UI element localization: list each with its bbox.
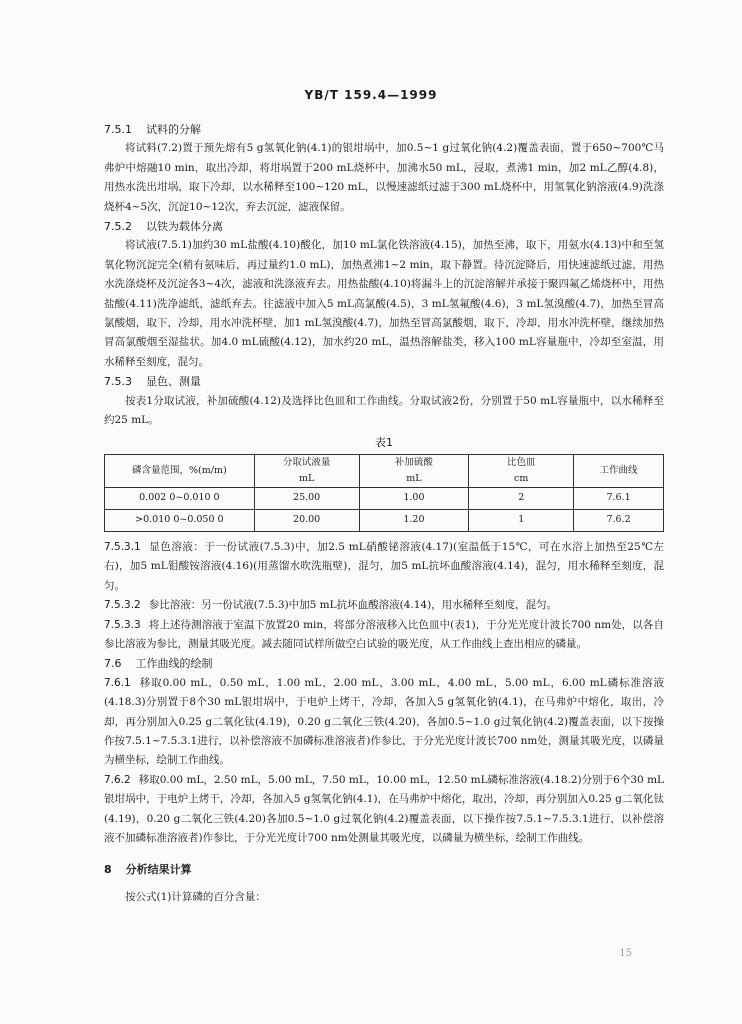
section-title: 分析结果计算	[125, 863, 192, 877]
paragraph-7-5-3-1	[104, 538, 664, 596]
section-heading-7-5-3	[104, 372, 664, 391]
table-cell: 25.00	[254, 487, 359, 509]
section-title: 显色、测量	[146, 375, 201, 389]
paragraph-7-5-3-2	[104, 596, 664, 615]
section-number: 7.5.3.1	[104, 540, 141, 553]
unit-cell: cm	[469, 471, 574, 488]
section-heading-7-5-1	[104, 120, 664, 139]
paragraph-7-6-1	[104, 674, 664, 771]
header-cell: 工作曲线	[574, 454, 664, 487]
section-heading-8	[104, 860, 664, 879]
section-number: 7.5.3	[104, 375, 132, 389]
unit-cell: mL	[359, 471, 469, 488]
section-heading-7-5-2	[104, 217, 664, 236]
unit-cell: mL	[254, 471, 359, 488]
table-1	[104, 454, 664, 532]
section-number: 8	[104, 863, 112, 877]
section-title: 以铁为载体分离	[146, 220, 223, 234]
section-title: 试料的分解	[146, 123, 201, 136]
section-number: 7.6.2	[104, 773, 131, 786]
table-row	[105, 509, 664, 531]
section-title: 工作曲线的绘制	[135, 657, 213, 671]
table-cell: 7.6.2	[574, 509, 664, 531]
page-body	[104, 120, 664, 907]
section-number: 7.6	[104, 657, 122, 671]
table-cell: 1.20	[359, 509, 469, 531]
section-number: 7.5.1	[104, 123, 132, 136]
paragraph-text: 将上述待测溶液于室温下放置20 min，将部分溶液移入比色皿中(表1)，于分光光度计波长700 nm处，以各自参比溶液为参比，测量其吸光度。减去随同试样所做空白试验的吸光度，从工作曲线上查出相应的磷量。	[104, 618, 664, 650]
paragraph-7-5-3-3	[104, 616, 664, 655]
paragraph-text: 移取0.00 mL，0.50 mL，1.00 mL，2.00 mL，3.00 mL，4.00 mL，5.00 mL，6.00 mL磷标准溶液(4.18.3)分别置于8个30 mL银坩埚中，于电炉上烤干，冷却，各加入5 g氢氧化钠(4.1)，在马弗炉中熔化，取出，冷却，再分别加入0.25 g二氧化钛(4.19)，0.20 g二氧化三铁(4.20)，各加0.5~1.0 g过氧化钠(4.2)覆盖表面，以下按操作按7.5.1~7.5.3.1进行，以补偿溶液不加磷标准溶液者)作参比，于分光光度计波长700 nm处，测量其吸光度，以磷量为横坐标，绘制工作曲线。	[104, 676, 664, 767]
section-number: 7.5.3.2	[104, 599, 141, 612]
table-cell: 2	[469, 487, 574, 509]
table-cell: >0.010 0~0.050 0	[105, 509, 255, 531]
header-cell: 补加硫酸	[359, 454, 469, 471]
table-caption: 表1	[375, 435, 393, 449]
header-cell: 比色皿	[469, 454, 574, 471]
paragraph-text: 显色溶液：于一份试液(7.5.3)中，加2.5 mL硝酸铋溶液(4.17)(室温低于15℃，可在水浴上加热至25℃左右)，加5 mL钼酸铵溶液(4.16)(用蒸馏水吹洗瓶壁)，混匀，加5 mL抗坏血酸溶液(4.14)，混匀，用水稀释至刻度，混匀。	[104, 540, 664, 592]
section-number: 7.5.2	[104, 220, 132, 234]
paragraph-8: 按公式(1)计算磷的百分含量：	[125, 890, 266, 903]
paragraph-text: 参比溶液：另一份试液(7.5.3)中加5 mL抗坏血酸溶液(4.14)，用水稀释至刻度，混匀。	[148, 599, 558, 612]
paragraph-7-5-2: 将试液(7.5.1)加约30 mL盐酸(4.10)酸化，加10 mL氯化铁溶液(4.15)，加热至沸，取下，用氨水(4.13)中和至氢氧化物沉淀完全(稍有氨味后，再过量约1.0 mL)，加热煮沸1~2 min，取下静置。待沉淀降后，用快速滤纸过滤，用热水洗涤烧杯及沉淀各3~4次，滤液和洗涤液弃去。用热盐酸(4.10)将漏斗上的沉淀溶解并承接于聚四氟乙烯烧杯中，用热盐酸(4.11)洗净滤纸，滤纸弃去。往滤液中加入5 mL高氯酸(4.5)，3 mL氢氟酸(4.6)，3 mL氢溴酸(4.7)，加热至冒高氯酸烟，取下，冷却，用水冲洗杯壁，加1 mL氢溴酸(4.7)，加热至冒高氯酸烟，取下，冷却，用水冲洗杯壁，继续加热冒高氯酸烟至湿盐状。加4.0 mL硫酸(4.12)，加水约20 mL，温热溶解盐类，移入100 mL容量瓶中，冷却至室温，用水稀释至刻度，混匀。	[104, 239, 664, 368]
paragraph-7-5-3: 按表1分取试液，补加硫酸(4.12)及选择比色皿和工作曲线。分取试液2份，分别置于50 mL容量瓶中，以水稀释至约25 mL。	[104, 394, 664, 427]
page-header: YB/T 159.4—1999	[304, 88, 438, 102]
table-row	[105, 487, 664, 509]
section-number: 7.6.1	[104, 676, 131, 689]
paragraph-7-6-2	[104, 771, 664, 849]
header-cell: 分取试液量	[254, 454, 359, 471]
paragraph-7-5-1: 将试料(7.2)置于预先熔有5 g氢氧化钠(4.1)的银坩埚中，加0.5~1 g过氧化钠(4.2)覆盖表面，置于650~700℃马弗炉中熔融10 min，取出冷却，将坩埚置于200 mL烧杯中，加沸水50 mL，浸取，煮沸1 min，加2 mL乙醇(4.8)，用热水洗出坩埚，取下冷却，以水稀释至100~120 mL，以慢速滤纸过滤于300 mL烧杯中，用氢氧化钠溶液(4.9)洗涤烧杯4~5次，沉淀10~12次，弃去沉淀，滤液保留。	[104, 142, 664, 213]
section-number: 7.5.3.3	[104, 618, 141, 631]
table-cell: 0.002 0~0.010 0	[105, 487, 255, 509]
paragraph-text: 移取0.00 mL，2.50 mL，5.00 mL，7.50 mL，10.00 mL，12.50 mL磷标准溶液(4.18.2)分别于6个30 mL银坩埚中，于电炉上烤干，冷却，各加入5 g氢氧化钠(4.1)，在马弗炉中熔化，取出，冷却，再分别加入0.25 g二氧化钛(4.19)，0.20 g二氧化三铁(4.20)各加0.5~1.0 g过氧化钠(4.2)覆盖表面，以下操作按7.5.1~7.5.3.1进行，以补偿溶液不加磷标准溶液者)作参比，于分光光度计700 nm处测量其吸光度，以磷量为横坐标，绘制工作曲线。	[104, 773, 664, 844]
page-number: 15	[619, 948, 632, 959]
table-cell: 1	[469, 509, 574, 531]
table-cell: 1.00	[359, 487, 469, 509]
header-cell: 磷含量范围，%(m/m)	[105, 454, 255, 487]
section-heading-7-6	[104, 654, 664, 673]
table-cell: 20.00	[254, 509, 359, 531]
table-cell: 7.6.1	[574, 487, 664, 509]
